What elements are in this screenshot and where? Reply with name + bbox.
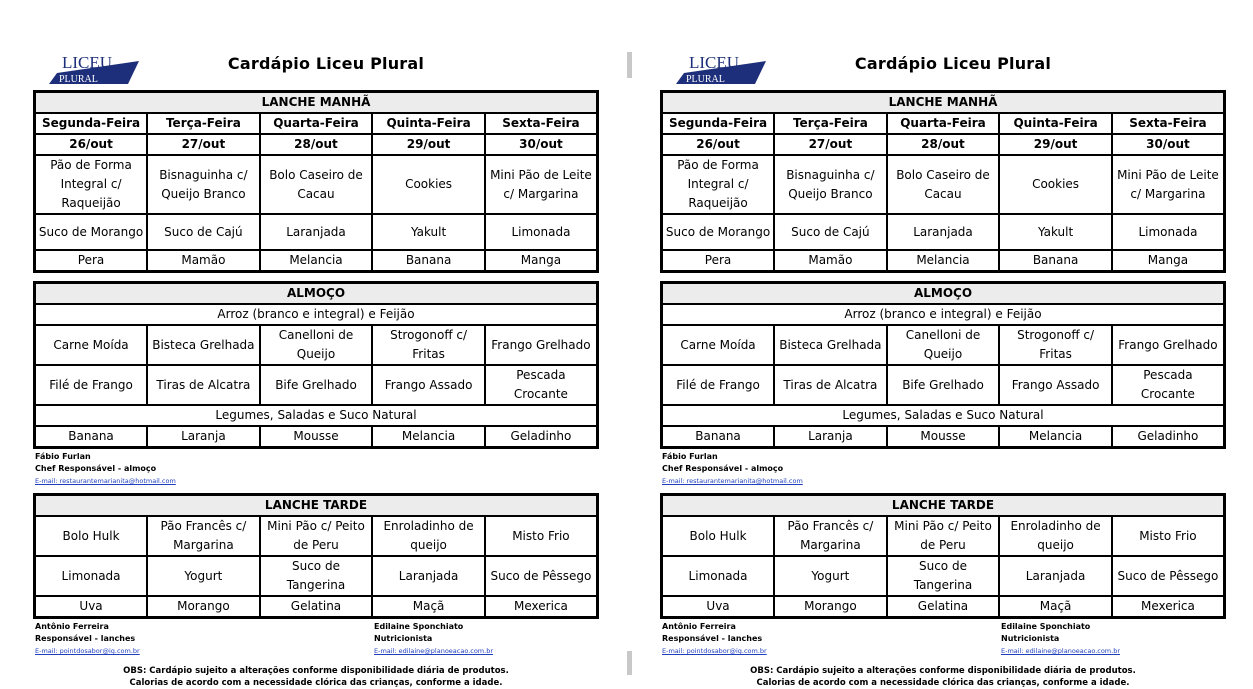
menu-cell: Morango bbox=[774, 596, 887, 618]
section-title-almoco: ALMOÇO bbox=[35, 283, 598, 305]
section-title-lanche-manha: LANCHE MANHÃ bbox=[662, 92, 1225, 114]
chef-block bbox=[662, 451, 803, 487]
observation-note bbox=[660, 665, 1226, 689]
lanches-responsible-block bbox=[35, 621, 140, 657]
menu-cell: Suco de Pêssego bbox=[485, 556, 598, 596]
nutritionist-role: Nutricionista bbox=[1001, 634, 1060, 643]
logo-text-plural: PLURAL bbox=[59, 74, 98, 85]
day-header: Segunda-Feira bbox=[662, 113, 775, 134]
observation-note bbox=[33, 665, 599, 689]
menu-cell: Frango Assado bbox=[999, 365, 1112, 405]
menu-cell: Strogonoff c/ Fritas bbox=[999, 325, 1112, 365]
page-header bbox=[33, 48, 599, 90]
menu-cell: Gelatina bbox=[260, 596, 373, 618]
lanche-manha-table bbox=[33, 90, 599, 273]
menu-cell: Mini Pão c/ Peito de Peru bbox=[260, 516, 373, 556]
menu-cell: Misto Frio bbox=[1112, 516, 1225, 556]
menu-cell: Bolo Hulk bbox=[35, 516, 148, 556]
menu-cell: Laranjada bbox=[999, 556, 1112, 596]
chef-block bbox=[35, 451, 176, 487]
staff-signatures bbox=[660, 619, 1226, 655]
menu-cell: Mexerica bbox=[1112, 596, 1225, 618]
lanches-responsible-name: Antônio Ferreira bbox=[35, 622, 109, 631]
lanches-responsible-email-link[interactable]: E-mail: pointdosabor@ig.com.br bbox=[662, 647, 767, 655]
dessert-cell: Melancia bbox=[372, 426, 485, 448]
dessert-cell: Melancia bbox=[999, 426, 1112, 448]
day-header: Terça-Feira bbox=[147, 113, 260, 134]
dessert-cell: Laranja bbox=[774, 426, 887, 448]
menu-cell: Cookies bbox=[999, 155, 1112, 214]
menu-cell: Bife Grelhado bbox=[887, 365, 1000, 405]
chef-name: Fábio Furlan bbox=[662, 452, 718, 461]
page-divider-top bbox=[627, 52, 632, 78]
menu-cell: Bolo Caseiro de Cacau bbox=[887, 155, 1000, 214]
menu-cell: Carne Moída bbox=[662, 325, 775, 365]
menu-cell: Enroladinho de queijo bbox=[372, 516, 485, 556]
menu-cell: Filé de Frango bbox=[662, 365, 775, 405]
date-cell: 28/out bbox=[887, 134, 1000, 155]
almoco-table bbox=[660, 281, 1226, 449]
chef-signature bbox=[660, 449, 1226, 493]
menu-cell: Suco de Cajú bbox=[147, 214, 260, 250]
menu-cell: Limonada bbox=[35, 556, 148, 596]
menu-cell: Suco de Tangerina bbox=[887, 556, 1000, 596]
menu-cell: Enroladinho de queijo bbox=[999, 516, 1112, 556]
menu-cell: Manga bbox=[1112, 250, 1225, 272]
menu-cell: Yogurt bbox=[774, 556, 887, 596]
menu-cell: Pera bbox=[35, 250, 148, 272]
dessert-cell: Mousse bbox=[887, 426, 1000, 448]
menu-cell: Limonada bbox=[485, 214, 598, 250]
menu-cell: Bisteca Grelhada bbox=[147, 325, 260, 365]
nutritionist-block bbox=[374, 621, 493, 657]
logo-text-plural: PLURAL bbox=[686, 74, 725, 85]
date-cell: 26/out bbox=[662, 134, 775, 155]
date-cell: 30/out bbox=[1112, 134, 1225, 155]
day-header: Sexta-Feira bbox=[485, 113, 598, 134]
lanches-responsible-block bbox=[662, 621, 767, 657]
date-cell: 28/out bbox=[260, 134, 373, 155]
menu-cell: Mini Pão c/ Peito de Peru bbox=[887, 516, 1000, 556]
chef-role: Chef Responsável - almoço bbox=[662, 464, 784, 473]
menu-cell: Morango bbox=[147, 596, 260, 618]
date-cell: 26/out bbox=[35, 134, 148, 155]
day-header: Quarta-Feira bbox=[260, 113, 373, 134]
menu-cell: Suco de Pêssego bbox=[1112, 556, 1225, 596]
menu-cell: Suco de Morango bbox=[662, 214, 775, 250]
chef-role: Chef Responsável - almoço bbox=[35, 464, 157, 473]
menu-cell: Misto Frio bbox=[485, 516, 598, 556]
date-cell: 29/out bbox=[372, 134, 485, 155]
menu-cell: Strogonoff c/ Fritas bbox=[372, 325, 485, 365]
obs-line-2: Calorias de acordo com a necessidade clórica das crianças, conforme a idade. bbox=[756, 678, 1130, 688]
lanches-responsible-email-link[interactable]: E-mail: pointdosabor@ig.com.br bbox=[35, 647, 140, 655]
day-header: Segunda-Feira bbox=[35, 113, 148, 134]
chef-signature bbox=[33, 449, 599, 493]
menu-cell: Suco de Morango bbox=[35, 214, 148, 250]
menu-cell: Laranjada bbox=[260, 214, 373, 250]
menu-cell: Uva bbox=[35, 596, 148, 618]
nutritionist-name: Edilaine Sponchiato bbox=[374, 622, 464, 631]
nutritionist-name: Edilaine Sponchiato bbox=[1001, 622, 1091, 631]
menu-cell: Pão de Forma Integral c/ Raqueijão bbox=[662, 155, 775, 214]
menu-page-left bbox=[33, 48, 599, 689]
lanche-tarde-table bbox=[33, 493, 599, 619]
page-title bbox=[33, 54, 599, 73]
page-title-text: Cardápio Liceu Plural bbox=[854, 54, 1052, 73]
menu-cell: Pera bbox=[662, 250, 775, 272]
menu-cell: Cookies bbox=[372, 155, 485, 214]
section-title-lanche-tarde: LANCHE TARDE bbox=[662, 495, 1225, 517]
date-cell: 27/out bbox=[774, 134, 887, 155]
menu-cell: Maçã bbox=[372, 596, 485, 618]
menu-cell: Mini Pão de Leite c/ Margarina bbox=[1112, 155, 1225, 214]
obs-line-2: Calorias de acordo com a necessidade clórica das crianças, conforme a idade. bbox=[129, 678, 503, 688]
menu-cell: Frango Grelhado bbox=[485, 325, 598, 365]
menu-cell: Suco de Cajú bbox=[774, 214, 887, 250]
lanches-responsible-role: Responsável - lanches bbox=[662, 634, 763, 643]
obs-line-1: OBS: Cardápio sujeito a alterações conforme disponibilidade diária de produtos. bbox=[750, 666, 1136, 676]
menu-cell: Bisteca Grelhada bbox=[774, 325, 887, 365]
menu-cell: Mamão bbox=[774, 250, 887, 272]
menu-cell: Tiras de Alcatra bbox=[147, 365, 260, 405]
date-cell: 29/out bbox=[999, 134, 1112, 155]
menu-cell: Bisnaguinha c/ Queijo Branco bbox=[774, 155, 887, 214]
lanche-tarde-table bbox=[660, 493, 1226, 619]
menu-cell: Yogurt bbox=[147, 556, 260, 596]
lanche-manha-table bbox=[660, 90, 1226, 273]
chef-name: Fábio Furlan bbox=[35, 452, 91, 461]
menu-cell: Banana bbox=[372, 250, 485, 272]
day-header: Quinta-Feira bbox=[372, 113, 485, 134]
menu-cell: Bife Grelhado bbox=[260, 365, 373, 405]
dessert-cell: Geladinho bbox=[1112, 426, 1225, 448]
menu-cell: Yakult bbox=[999, 214, 1112, 250]
almoco-base: Arroz (branco e integral) e Feijão bbox=[35, 304, 598, 325]
nutritionist-email-link[interactable]: E-mail: edilaine@planoeacao.com.br bbox=[1001, 647, 1121, 655]
menu-cell: Melancia bbox=[260, 250, 373, 272]
almoco-extras: Legumes, Saladas e Suco Natural bbox=[35, 405, 598, 426]
menu-cell: Yakult bbox=[372, 214, 485, 250]
lanches-responsible-role: Responsável - lanches bbox=[35, 634, 136, 643]
section-title-lanche-tarde: LANCHE TARDE bbox=[35, 495, 598, 517]
day-header: Sexta-Feira bbox=[1112, 113, 1225, 134]
menu-cell: Canelloni de Queijo bbox=[260, 325, 373, 365]
menu-cell: Suco de Tangerina bbox=[260, 556, 373, 596]
menu-cell: Mamão bbox=[147, 250, 260, 272]
menu-cell: Bolo Hulk bbox=[662, 516, 775, 556]
menu-cell: Mexerica bbox=[485, 596, 598, 618]
menu-cell: Gelatina bbox=[887, 596, 1000, 618]
nutritionist-role: Nutricionista bbox=[374, 634, 433, 643]
chef-email-link[interactable]: E-mail: restaurantemarianita@hotmail.com bbox=[662, 477, 803, 485]
menu-cell: Bisnaguinha c/ Queijo Branco bbox=[147, 155, 260, 214]
dessert-cell: Geladinho bbox=[485, 426, 598, 448]
menu-cell: Maçã bbox=[999, 596, 1112, 618]
menu-cell: Mini Pão de Leite c/ Margarina bbox=[485, 155, 598, 214]
dessert-cell: Banana bbox=[35, 426, 148, 448]
menu-cell: Limonada bbox=[1112, 214, 1225, 250]
dessert-cell: Banana bbox=[662, 426, 775, 448]
menu-cell: Banana bbox=[999, 250, 1112, 272]
menu-cell: Tiras de Alcatra bbox=[774, 365, 887, 405]
menu-cell: Limonada bbox=[662, 556, 775, 596]
menu-cell: Uva bbox=[662, 596, 775, 618]
menu-cell: Pão de Forma Integral c/ Raqueijão bbox=[35, 155, 148, 214]
page-header bbox=[660, 48, 1226, 90]
menu-cell: Pão Francês c/ Margarina bbox=[774, 516, 887, 556]
day-header: Quarta-Feira bbox=[887, 113, 1000, 134]
menu-cell: Frango Assado bbox=[372, 365, 485, 405]
menu-cell: Pescada Crocante bbox=[1112, 365, 1225, 405]
staff-signatures bbox=[33, 619, 599, 655]
menu-cell: Filé de Frango bbox=[35, 365, 148, 405]
chef-email-link[interactable]: E-mail: restaurantemarianita@hotmail.com bbox=[35, 477, 176, 485]
menu-cell: Pão Francês c/ Margarina bbox=[147, 516, 260, 556]
menu-cell: Laranjada bbox=[887, 214, 1000, 250]
menu-cell: Laranjada bbox=[372, 556, 485, 596]
dessert-cell: Mousse bbox=[260, 426, 373, 448]
day-header: Quinta-Feira bbox=[999, 113, 1112, 134]
dessert-cell: Laranja bbox=[147, 426, 260, 448]
date-cell: 27/out bbox=[147, 134, 260, 155]
obs-line-1: OBS: Cardápio sujeito a alterações conforme disponibilidade diária de produtos. bbox=[123, 666, 509, 676]
page-title bbox=[660, 54, 1226, 73]
logo-text-liceu: LICEU bbox=[62, 53, 113, 72]
menu-cell: Pescada Crocante bbox=[485, 365, 598, 405]
menu-cell: Manga bbox=[485, 250, 598, 272]
menu-cell: Frango Grelhado bbox=[1112, 325, 1225, 365]
menu-cell: Carne Moída bbox=[35, 325, 148, 365]
menu-page-right bbox=[660, 48, 1226, 689]
almoco-table bbox=[33, 281, 599, 449]
logo-text-liceu: LICEU bbox=[689, 53, 740, 72]
section-title-lanche-manha: LANCHE MANHÃ bbox=[35, 92, 598, 114]
menu-cell: Canelloni de Queijo bbox=[887, 325, 1000, 365]
page-divider-bottom bbox=[627, 651, 632, 675]
almoco-extras: Legumes, Saladas e Suco Natural bbox=[662, 405, 1225, 426]
day-header: Terça-Feira bbox=[774, 113, 887, 134]
menu-cell: Melancia bbox=[887, 250, 1000, 272]
nutritionist-email-link[interactable]: E-mail: edilaine@planoeacao.com.br bbox=[374, 647, 494, 655]
menu-cell: Bolo Caseiro de Cacau bbox=[260, 155, 373, 214]
date-cell: 30/out bbox=[485, 134, 598, 155]
nutritionist-block bbox=[1001, 621, 1120, 657]
lanches-responsible-name: Antônio Ferreira bbox=[662, 622, 736, 631]
page-title-text: Cardápio Liceu Plural bbox=[227, 54, 425, 73]
section-title-almoco: ALMOÇO bbox=[662, 283, 1225, 305]
almoco-base: Arroz (branco e integral) e Feijão bbox=[662, 304, 1225, 325]
